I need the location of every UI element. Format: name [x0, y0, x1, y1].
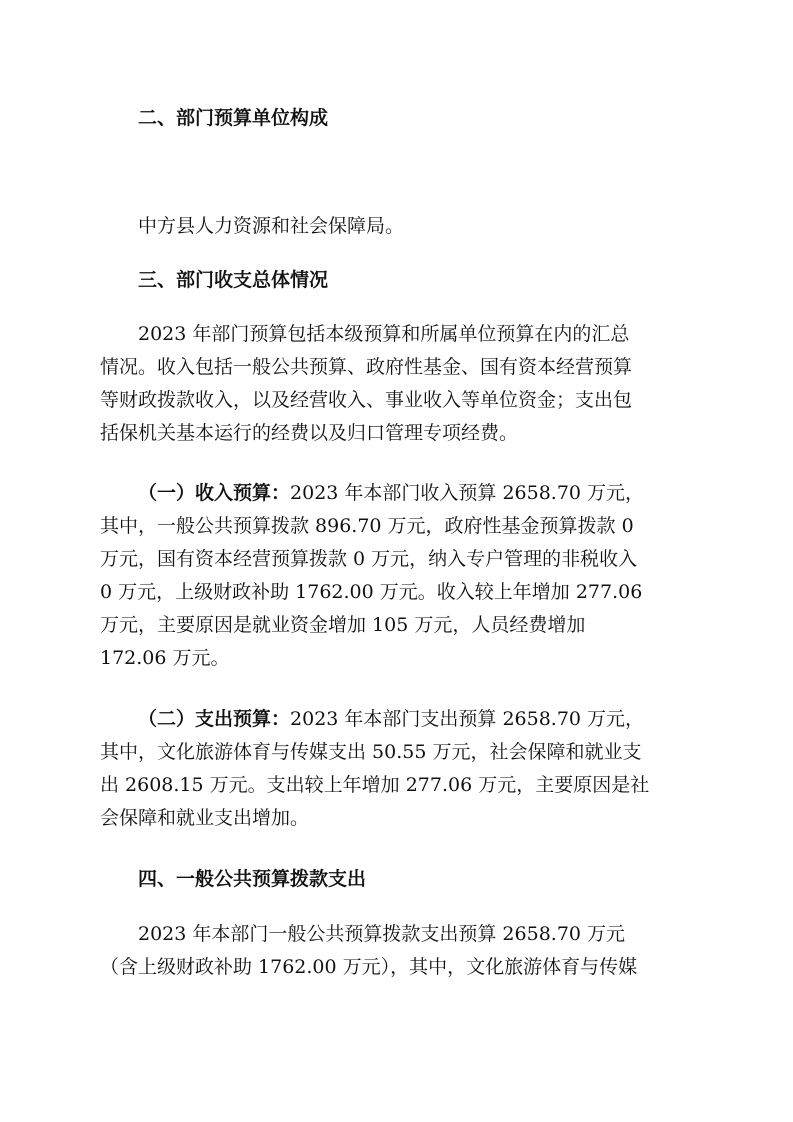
income-first: 2023 年本部门收入预算 2658.70 万元， [290, 482, 645, 504]
income-line-3: 万元，国有资本经营预算拨款 0 万元，纳入专户管理的非税收入 [100, 548, 638, 570]
section3-intro-line-1: 2023 年部门预算包括本级预算和所属单位预算在内的汇总 [138, 323, 630, 345]
expense-line-3: 出 2608.15 万元。支出较上年增加 277.06 万元，主要原因是社 [100, 774, 650, 796]
income-line-2: 其中，一般公共预算拨款 896.70 万元，政府性基金预算拨款 0 [100, 515, 634, 537]
expense-first-line [138, 705, 644, 733]
income-line-6: 172.06 万元。 [100, 647, 230, 669]
section4-line-1: 2023 年本部门一般公共预算拨款支出预算 2658.70 万元 [138, 923, 626, 945]
expense-line-2: 其中，文化旅游体育与传媒支出 50.55 万元，社会保障和就业支 [100, 741, 642, 763]
section3-heading: 三、部门收支总体情况 [138, 269, 329, 291]
expense-label: （二）支出预算： [138, 708, 291, 730]
income-line-4: 0 万元，上级财政补助 1762.00 万元。收入较上年增加 277.06 [100, 581, 643, 603]
section3-intro-line-3: 等财政拨款收入，以及经营收入、事业收入等单位资金；支出包 [100, 389, 633, 411]
section3-intro-line-4: 括保机关基本运行的经费以及归口管理专项经费。 [100, 422, 519, 444]
section2-unit: 中方县人力资源和社会保障局。 [138, 215, 405, 237]
section3-intro-line-2: 情况。收入包括一般公共预算、政府性基金、国有资本经营预算 [100, 356, 633, 378]
expense-first: 2023 年本部门支出预算 2658.70 万元， [290, 708, 645, 730]
income-label: （一）收入预算： [138, 482, 291, 504]
section2-heading: 二、部门预算单位构成 [138, 107, 329, 129]
income-first-line [138, 479, 644, 507]
income-line-5: 万元，主要原因是就业资金增加 105 万元，人员经费增加 [100, 614, 586, 636]
section4-line-2: （含上级财政补助 1762.00 万元），其中，文化旅游体育与传媒 [100, 956, 638, 978]
expense-line-4: 会保障和就业支出增加。 [100, 807, 310, 829]
section4-heading: 四、一般公共预算拨款支出 [138, 868, 367, 890]
